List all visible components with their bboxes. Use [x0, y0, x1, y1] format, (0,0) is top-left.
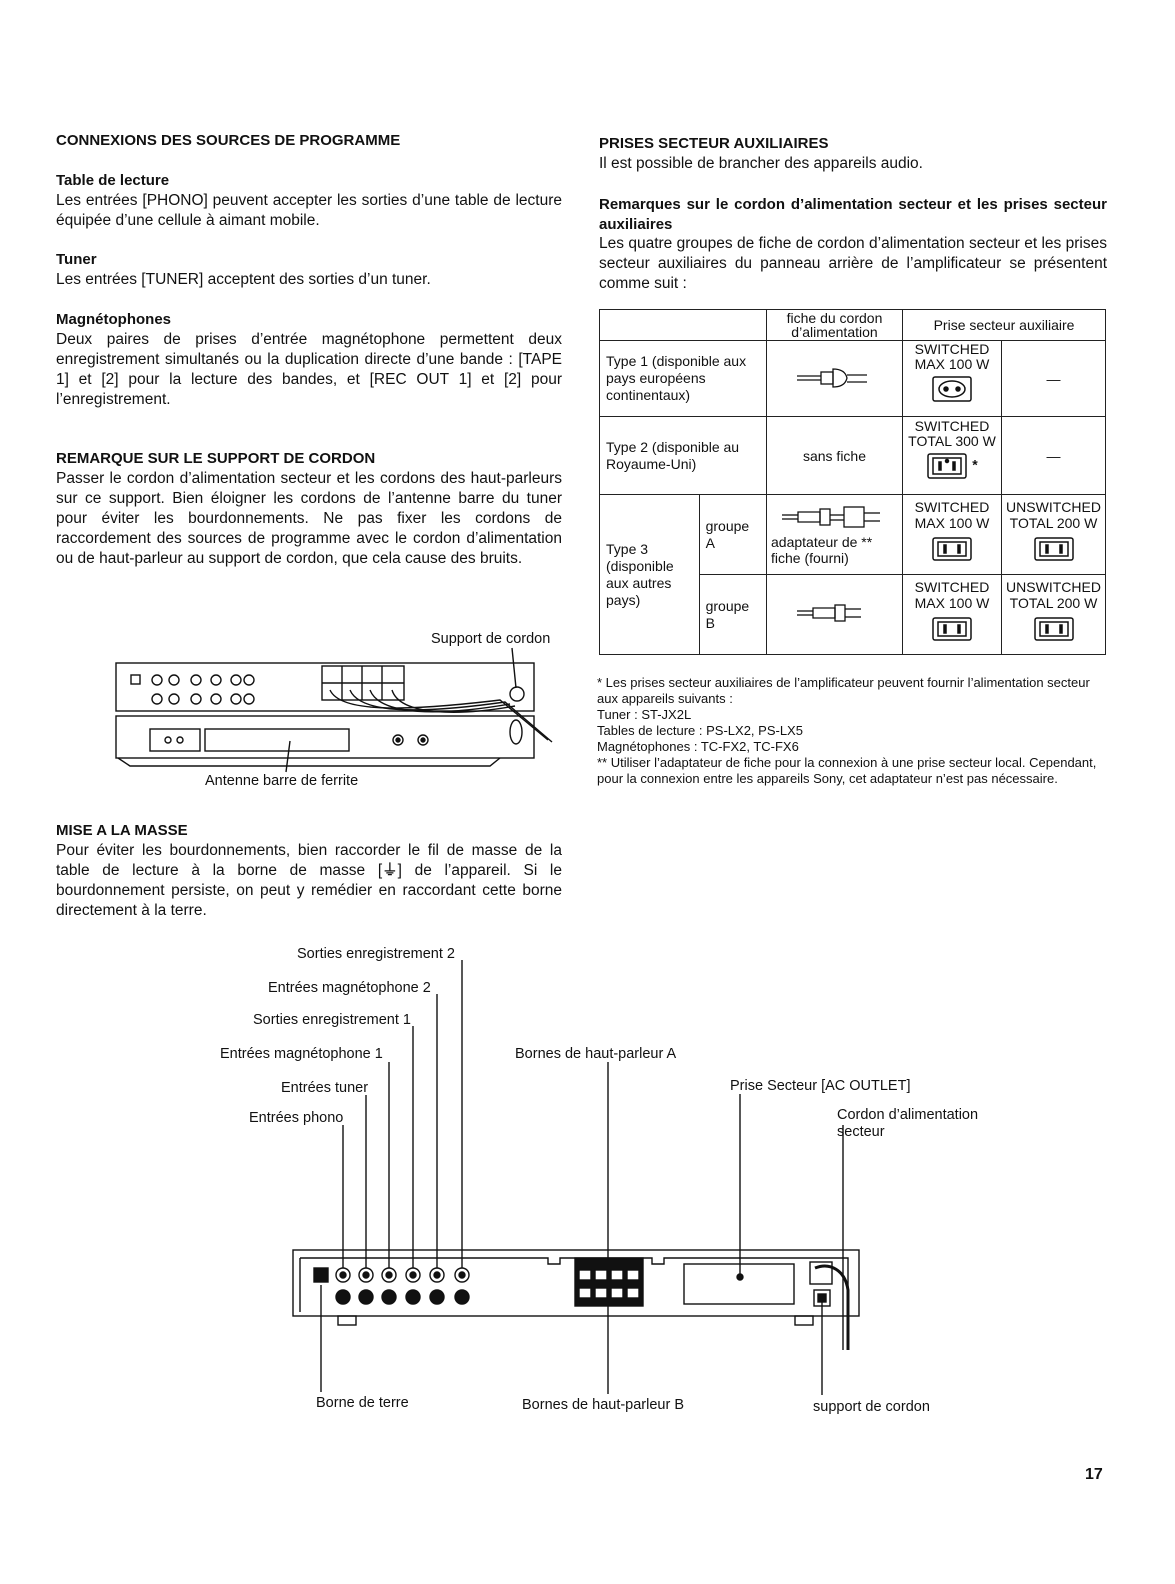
- speaker-terminals: [575, 1258, 643, 1306]
- label-borne-terre: Borne de terre: [316, 1395, 409, 1411]
- ground-icon: ⏚: [382, 862, 398, 879]
- magneto-title: Magnétophones: [56, 311, 171, 328]
- label-bornes-hp-b: Bornes de haut-parleur B: [522, 1397, 685, 1413]
- tuner-title: Tuner: [56, 251, 97, 268]
- groupe-b-unswitched-text: UNSWITCHED TOTAL 200 W: [1006, 579, 1101, 611]
- label-entrees-magneto-1: Entrées magnétophone 1: [220, 1046, 383, 1062]
- page-number: 17: [1085, 1466, 1103, 1483]
- groupe-a-text: groupe A: [705, 517, 750, 551]
- prises-text: Il est possible de brancher des appareils audio.: [599, 155, 923, 172]
- note-tuner: Tuner : ST-JX2L: [597, 707, 692, 722]
- groupe-a-unswitched-text: UNSWITCHED TOTAL 200 W: [1006, 499, 1101, 531]
- note-magneto: Magnétophones : TC-FX2, TC-FX6: [597, 739, 799, 754]
- remarque-heading: REMARQUE SUR LE SUPPORT DE CORDON: [56, 450, 376, 467]
- note-tables: Tables de lecture : PS-LX2, PS-LX5: [597, 723, 803, 738]
- type2-star: *: [972, 456, 978, 473]
- label-sorties-enr-2: Sorties enregistrement 2: [297, 946, 455, 962]
- ac-outlet-area: [684, 1264, 794, 1304]
- label-cordon-alim: Cordon d’alimentation secteur: [837, 1107, 979, 1140]
- label-sorties-enr-1: Sorties enregistrement 1: [253, 1012, 411, 1028]
- note-2: ** Utiliser l’adaptateur de fiche pour la connexion à une prise secteur local. Cependant, pour la connexion entre les appareils Sony, cet adaptateur n’est pas nécessaire.: [597, 755, 1097, 786]
- type1-dash: —: [1002, 341, 1106, 417]
- type2-dash: —: [1002, 417, 1106, 495]
- label-entrees-phono: Entrées phono: [249, 1110, 344, 1126]
- type2-prise-text: SWITCHED TOTAL 300 W: [908, 418, 996, 449]
- masse-heading: MISE A LA MASSE: [56, 822, 188, 839]
- groupe-b-switched-text: SWITCHED MAX 100 W: [914, 579, 990, 611]
- groupe-b-text: groupe B: [705, 597, 750, 631]
- prises-heading: PRISES SECTEUR AUXILIAIRES: [599, 135, 829, 152]
- label-support-cordon: support de cordon: [813, 1399, 930, 1415]
- type3-text: Type 3 (disponible aux autres pays): [606, 540, 674, 608]
- groupe-a-switched-text: SWITCHED MAX 100 W: [914, 499, 990, 531]
- type2-fiche: sans fiche: [767, 417, 903, 495]
- table-de-lecture-text: Les entrées [PHONO] peuvent accepter les sorties d’une table de lecture équipée d’une cellule à aimant mobile.: [56, 192, 562, 229]
- remarques-text: Les quatre groupes de fiche de cordon d’alimentation secteur et les prises secteur auxiliaires du panneau arrière de l’amplificateur se présentent comme suit :: [599, 235, 1107, 292]
- label-prise-secteur: Prise Secteur [AC OUTLET]: [730, 1078, 911, 1094]
- masse-text-b: ] de l’appareil. Si le bourdonnement persiste, on peut y remédier en raccordant cette borne directement à la terre.: [56, 862, 562, 919]
- remarque-text: Passer le cordon d’alimentation secteur et les cordons des haut-parleurs sur ce support. Bien éloigner les cordons de l’antenne barre du tuner pour éviter les bourdonnements. Ne pas fixer les cordons de raccordement des sources de programme avec le cordon d’alimentation ou de haut-parleur au support de cordon, que cela cause des bruits.: [56, 470, 562, 567]
- rca-jacks: [336, 1268, 469, 1304]
- header-prise: Prise secteur auxiliaire: [903, 310, 1106, 341]
- support-de-cordon-label: Support de cordon: [431, 631, 551, 647]
- label-entrees-magneto-2: Entrées magnétophone 2: [268, 980, 431, 996]
- magneto-text: Deux paires de prises d’entrée magnétophone permettent deux enregistrement simultanés ou la duplication directe d’une bande : [TAPE 1] et [2] pour la lecture des bandes, et [REC OUT 1] et [2] pour l’enregistrement.: [56, 331, 562, 408]
- ground-terminal: [314, 1268, 328, 1282]
- masse-text-a: Pour éviter les bourdonnements, bien raccorder le fil de masse de la table de lecture à la borne de masse [: [56, 842, 562, 879]
- header-fiche: fiche du cordon d’alimentation: [767, 310, 903, 341]
- label-entrees-tuner: Entrées tuner: [281, 1080, 369, 1096]
- table-de-lecture-title: Table de lecture: [56, 172, 170, 189]
- type1-prise-text: SWITCHED MAX 100 W: [914, 341, 990, 372]
- remarques-heading: Remarques sur le cordon d’alimentation secteur et les prises secteur auxiliaires: [599, 196, 1107, 233]
- connexions-heading: CONNEXIONS DES SOURCES DE PROGRAMME: [56, 132, 401, 149]
- antenne-label: Antenne barre de ferrite: [205, 773, 359, 789]
- groupe-a-fiche-text: adaptateur de ** fiche (fourni): [771, 534, 873, 566]
- type1-text: Type 1 (disponible aux pays européens continentaux): [606, 353, 747, 403]
- tuner-text: Les entrées [TUNER] acceptent des sorties d’un tuner.: [56, 271, 431, 288]
- label-bornes-hp-a: Bornes de haut-parleur A: [515, 1046, 677, 1062]
- type2-text: Type 2 (disponible au Royaume-Uni): [606, 438, 740, 472]
- note-1: * Les prises secteur auxiliaires de l’amplificateur peuvent fournir l’alimentation secteur aux appareils suivants :: [597, 675, 1090, 706]
